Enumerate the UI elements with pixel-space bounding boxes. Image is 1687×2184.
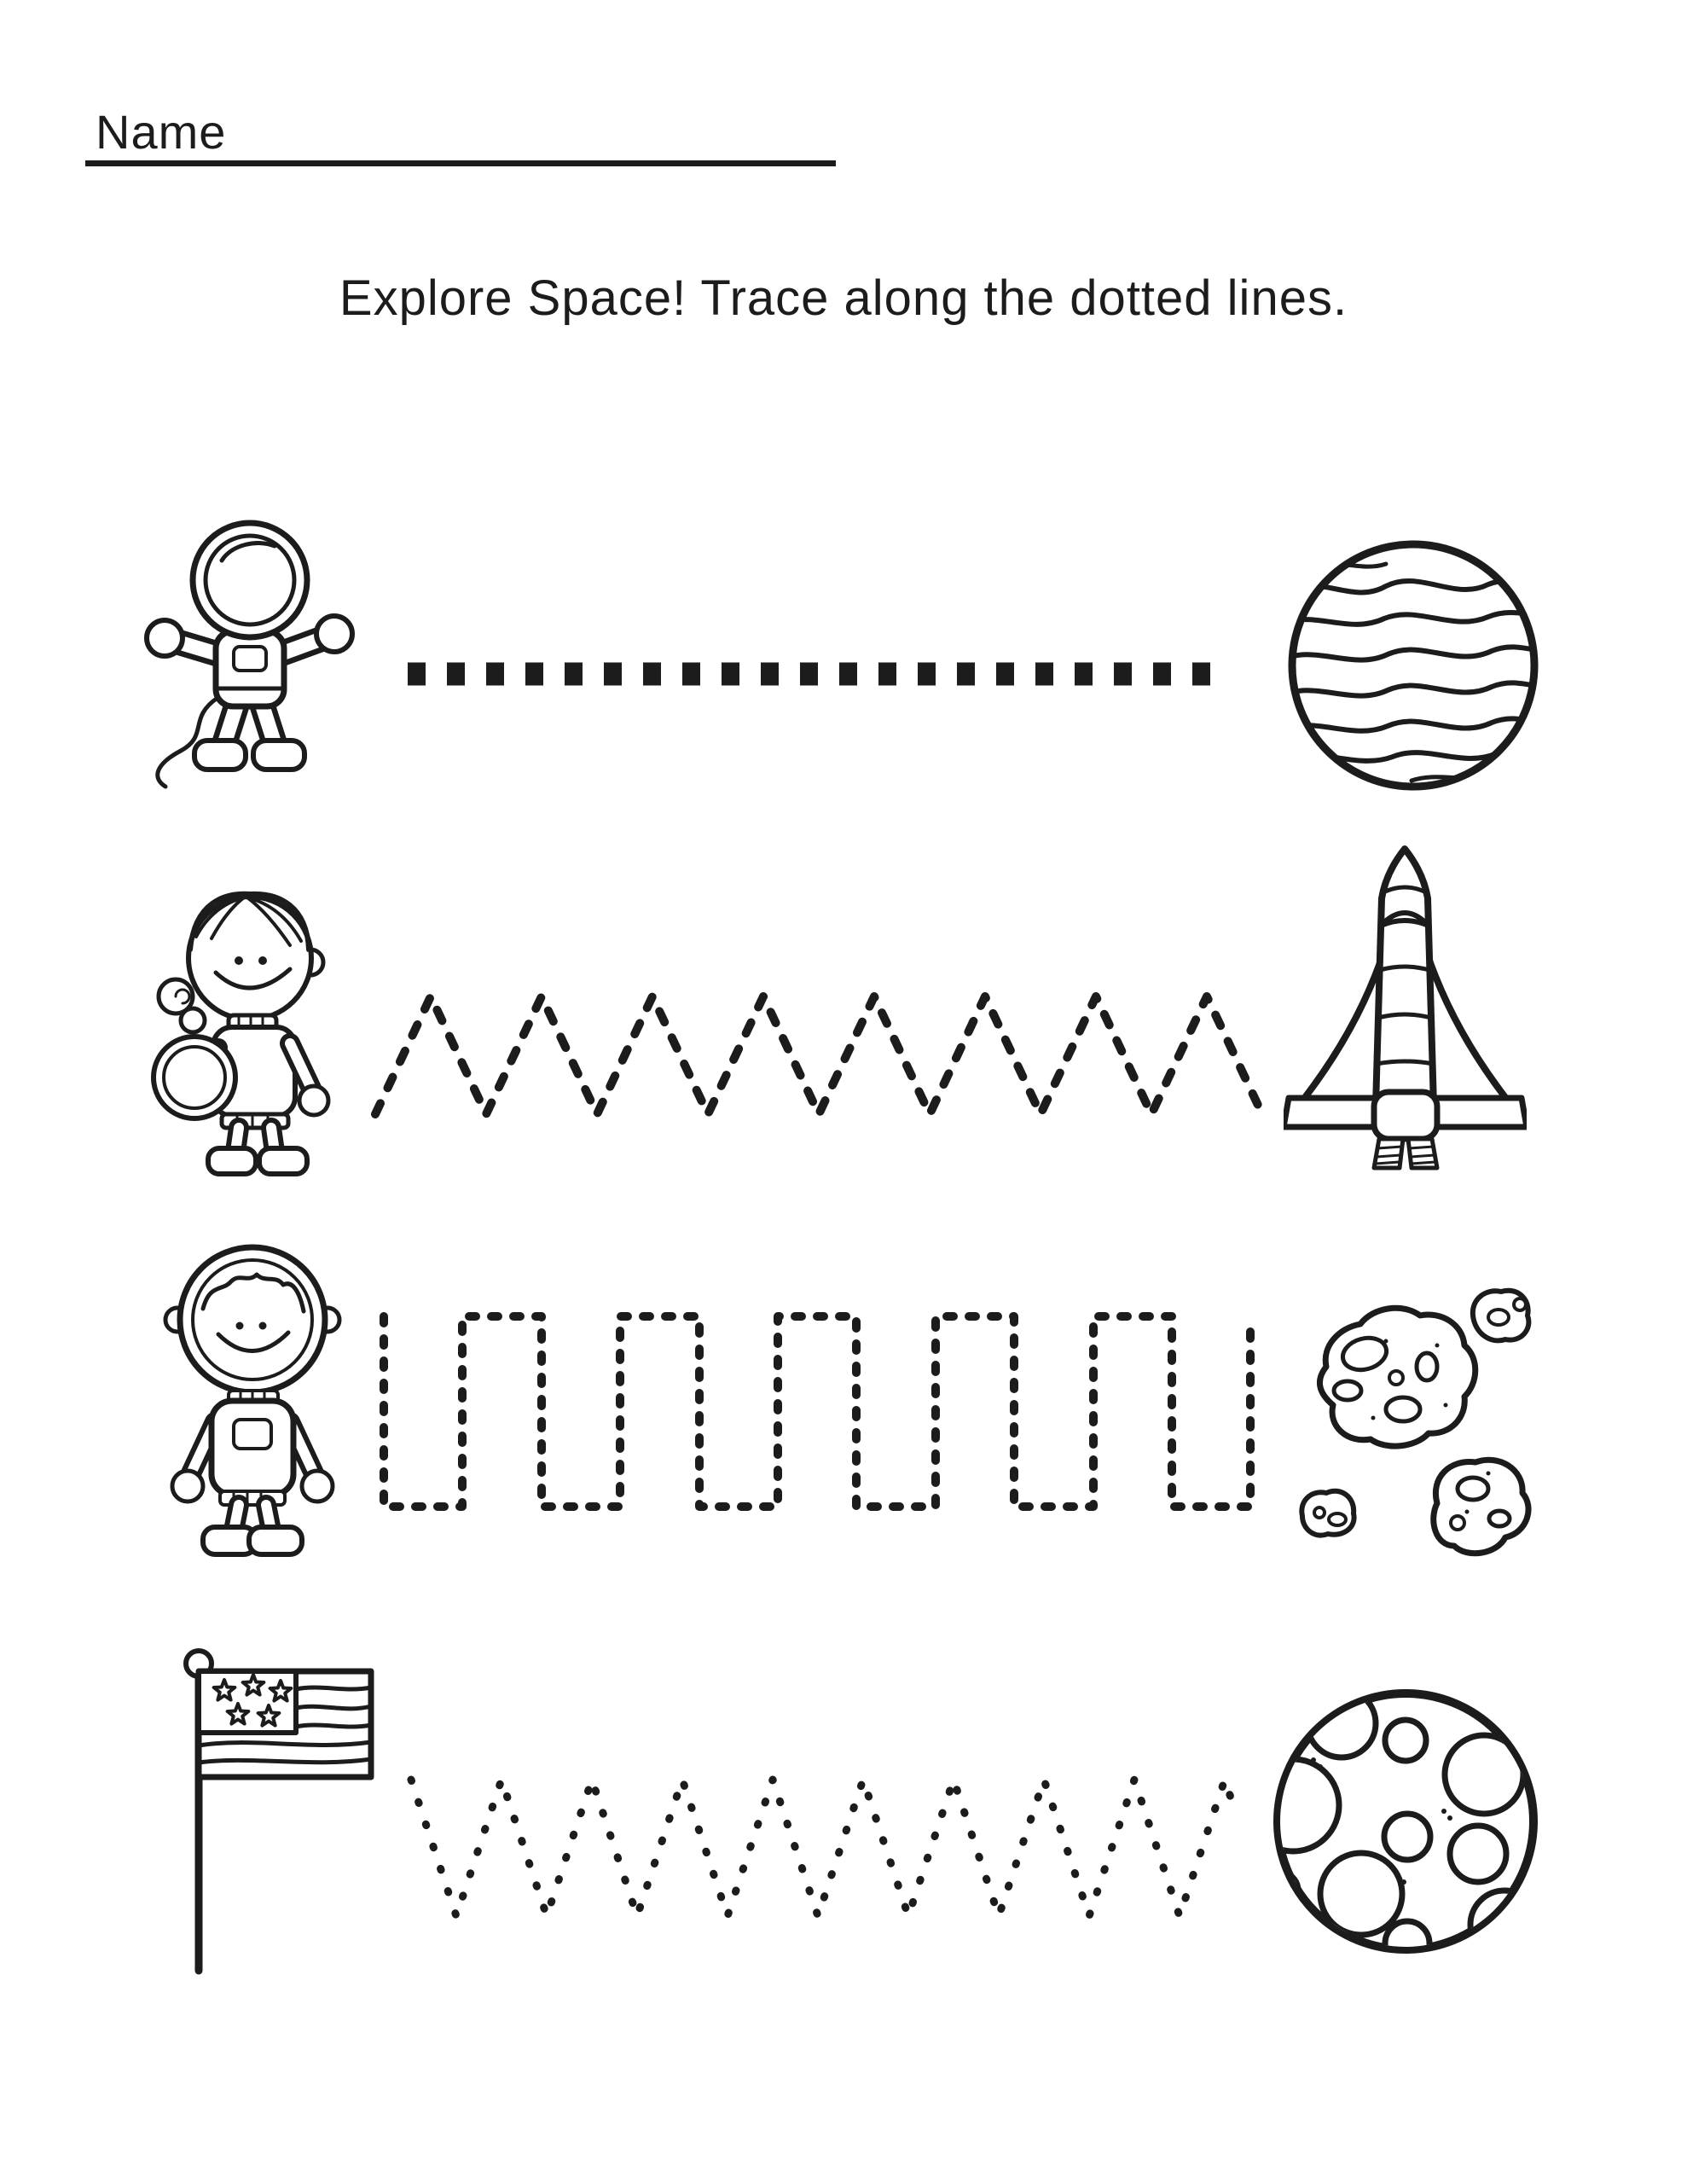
trace-line-dotted-zigzag (411, 1780, 1235, 1916)
trace-line-square-wave (384, 1316, 1250, 1507)
trace-line-zigzag (375, 996, 1262, 1114)
name-label: Name (96, 105, 227, 159)
worksheet-title: Explore Space! Trace along the dotted lines. (339, 270, 1348, 326)
